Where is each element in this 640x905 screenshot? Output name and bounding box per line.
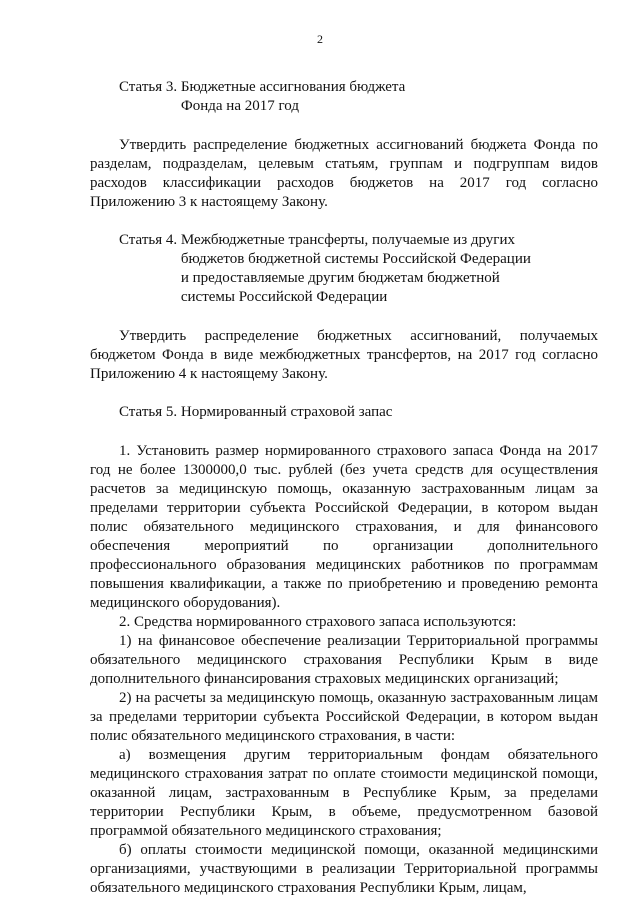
article-5-heading [90, 403, 598, 422]
article-5-paragraph: 2. Средства нормированного страхового запаса используются: [119, 614, 517, 630]
article-3-title [181, 78, 405, 116]
article-3-heading [90, 78, 598, 116]
article-4-paragraph: Утвердить распределение бюджетных ассигнований, получаемых бюджетом Фонда в виде межбюджетных трансфертов, на 2017 год согласно Приложению 4 к настоящему Закону. [90, 328, 598, 382]
article-4-heading [90, 231, 598, 307]
article-3-label: Статья 3. [119, 79, 181, 95]
article-5-title-line: Нормированный страховой запас [180, 404, 393, 420]
article-4-title-line: и предоставляемые другим бюджетам бюджетной [180, 270, 500, 286]
article-5-paragraph: а) возмещения другим территориальным фондам обязательного медицинского страхования затрат по оплате стоимости медицинской помощи, оказанной лицам, застрахованным в Республике Крым, за пределами территории Республики Крым, в объеме, предусмотренном базовой программой обязательного медицинского страхования; [90, 747, 598, 839]
article-5-title [181, 403, 393, 422]
page-number: 2 [317, 32, 323, 46]
article-3-title-line: Бюджетные ассигнования бюджета [180, 79, 406, 95]
article-4-title [181, 231, 531, 307]
article-4-title-line: системы Российской Федерации [180, 289, 388, 305]
article-5-paragraph: 1) на финансовое обеспечение реализации Территориальной программы обязательного медицинского страхования Республики Крым в виде дополнительного финансирования страховых медицинских организаций; [90, 633, 598, 687]
article-5-paragraph: 2) на расчеты за медицинскую помощь, оказанную застрахованным лицам за пределами территории субъекта Российской Федерации, в котором выдан полис обязательного медицинского страхования, в части: [90, 690, 598, 744]
article-5-paragraph: 1. Установить размер нормированного страхового запаса Фонда на 2017 год не более 1300000,0 тыс. рублей (без учета средств для осуществления расчетов за медицинскую помощь, оказанную застрахованным лицам за пределами территории субъекта Российской Федерации, в котором выдан полис обязательного медицинского страхования, и для финансового обеспечения мероприятий по организации дополнительного профессионального образования медицинских работников по программам повышения квалификации, а также по приобретению и проведению ремонта медицинского оборудования). [90, 443, 598, 611]
article-4-title-line: Межбюджетные трансферты, получаемые из других [180, 232, 515, 248]
article-4-label: Статья 4. [119, 232, 181, 248]
article-4-title-line: бюджетов бюджетной системы Российской Федерации [180, 251, 531, 267]
article-5-label: Статья 5. [119, 404, 181, 420]
article-5-paragraph: б) оплаты стоимости медицинской помощи, оказанной медицинскими организациями, участвующими в реализации Территориальной программы обязательного медицинского страхования Республики Крым, лицам, [90, 842, 598, 896]
document-body [90, 78, 598, 898]
article-3-paragraph: Утвердить распределение бюджетных ассигнований бюджета Фонда по разделам, подразделам, целевым статьям, группам и подгруппам видов расходов классификации расходов бюджетов на 2017 год согласно Приложению 3 к настоящему Закону. [90, 137, 598, 210]
article-3-title-line: Фонда на 2017 год [180, 98, 299, 114]
